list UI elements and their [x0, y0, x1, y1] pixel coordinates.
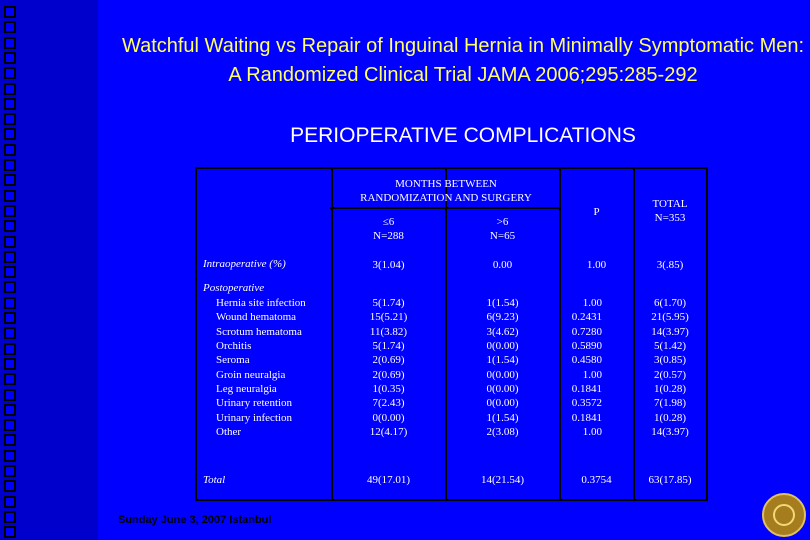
- postoperative-cell: Leg neuralgia: [216, 383, 277, 396]
- left-decorative-strip: [0, 0, 98, 540]
- decorative-square: [4, 266, 16, 278]
- postoperative-cell: 11(3.82): [369, 325, 408, 338]
- intraoperative-le6: 3(1.04): [372, 259, 405, 271]
- postoperative-cell: Wound hematoma: [216, 311, 297, 324]
- header-six-or-less: ≤6 N=288: [373, 216, 404, 243]
- decorative-square: [4, 496, 16, 508]
- postoperative-cell: 0.1841: [571, 383, 602, 396]
- decorative-square: [4, 205, 16, 217]
- postoperative-cell: 0(0.00): [486, 340, 519, 353]
- header-divider: [330, 207, 561, 209]
- total-le6: 49(17.01): [366, 474, 411, 486]
- total-gt6: 14(21.54): [480, 474, 525, 486]
- total-total: 63(17.85): [648, 474, 692, 486]
- slide-subtitle: PERIOPERATIVE COMPLICATIONS: [290, 124, 636, 147]
- decorative-square: [4, 220, 16, 232]
- postoperative-items: [216, 296, 306, 439]
- postoperative-cell: 1(0.28): [653, 411, 687, 424]
- total-p: 0.3754: [581, 474, 612, 486]
- postoperative-cell: 1.00: [582, 297, 602, 309]
- decorative-square: [4, 21, 16, 33]
- header-months-between: MONTHS BETWEEN RANDOMIZATION AND SURGERY: [360, 178, 532, 205]
- postoperative-cell: 0(0.00): [372, 411, 405, 424]
- decorative-square: [4, 128, 16, 140]
- decorative-square: [4, 312, 16, 324]
- postoperative-cell: Scrotum hematoma: [216, 325, 302, 338]
- intraoperative-gt6: 0.00: [492, 259, 513, 271]
- postoperative-cell: 0.4580: [571, 354, 602, 367]
- decorative-square: [4, 297, 16, 309]
- postoperative-cell: 2(0.69): [372, 368, 405, 381]
- decorative-square: [4, 373, 16, 385]
- intraoperative-total: 3(.85): [656, 259, 684, 271]
- postoperative-cell: Seroma: [216, 354, 250, 367]
- postoperative-cell: 5(1.74): [372, 340, 405, 353]
- decorative-square: [4, 480, 16, 492]
- postoperative-cell: 0(0.00): [486, 397, 519, 410]
- decorative-square: [4, 83, 16, 95]
- postoperative-cell: 1(0.28): [653, 383, 687, 396]
- postoperative-cell: 0(0.00): [486, 383, 519, 396]
- postoperative-cell: 1.00: [582, 368, 602, 381]
- decorative-square: [4, 404, 16, 416]
- postoperative-cell: 15(5.21): [369, 311, 408, 324]
- postoperative-cell: 0.5890: [571, 340, 602, 353]
- postoperative-cell: 0.2431: [571, 311, 602, 324]
- decorative-square: [4, 434, 16, 446]
- decorative-square: [4, 511, 16, 523]
- postoperative-cell: 6(9.23): [486, 311, 519, 324]
- postoperative-cell: 5(1.42): [653, 340, 687, 353]
- postoperative-cell: 0.3572: [571, 397, 602, 410]
- total-label: Total: [203, 474, 226, 486]
- decorative-square: [4, 144, 16, 156]
- header-total: TOTAL N=353: [652, 198, 688, 225]
- postoperative-total-column: [634, 296, 706, 439]
- decorative-square: [4, 389, 16, 401]
- decorative-square: [4, 174, 16, 186]
- postoperative-cell: 2(0.69): [372, 354, 405, 367]
- postoperative-label: Postoperative: [203, 282, 265, 294]
- decorative-square: [4, 190, 16, 202]
- postoperative-cell: Orchitis: [216, 340, 252, 353]
- postoperative-cell: 3(0.85): [653, 354, 687, 367]
- postoperative-cell: Hernia site infection: [216, 297, 306, 309]
- postoperative-cell: 0(0.00): [486, 368, 519, 381]
- postoperative-cell: 14(3.97): [651, 325, 689, 338]
- postoperative-cell: 0.7280: [571, 325, 602, 338]
- postoperative-cell: Urinary retention: [216, 397, 293, 410]
- postoperative-cell: 5(1.74): [372, 297, 405, 309]
- decorative-square: [4, 327, 16, 339]
- decorative-square: [4, 113, 16, 125]
- intraoperative-label: Intraoperative (%): [203, 258, 286, 270]
- postoperative-cell: 21(5.95): [651, 311, 689, 324]
- postoperative-cell: 2(0.57): [653, 368, 687, 381]
- postoperative-cell: 7(2.43): [372, 397, 405, 410]
- intraoperative-p: 1.00: [586, 259, 607, 271]
- postoperative-cell: 1(0.35): [372, 383, 405, 396]
- decorative-square: [4, 419, 16, 431]
- slide-title: Watchful Waiting vs Repair of Inguinal Hernia in Minimally Symptomatic Men: A Randomized Clinical Trial JAMA 2006;295:285-292: [121, 35, 805, 86]
- postoperative-cell: 1(1.54): [486, 411, 519, 424]
- postoperative-cell: Urinary infection: [216, 411, 293, 424]
- postoperative-cell: 1(1.54): [486, 297, 519, 309]
- decorative-square: [4, 159, 16, 171]
- decorative-square: [4, 251, 16, 263]
- postoperative-cell: 7(1.98): [653, 397, 687, 410]
- decorative-square: [4, 450, 16, 462]
- decorative-square: [4, 98, 16, 110]
- decorative-square: [4, 236, 16, 248]
- postoperative-cell: 3(4.62): [486, 325, 519, 338]
- university-seal-logo: [762, 493, 806, 537]
- postoperative-cell: Other: [216, 426, 242, 439]
- decorative-square: [4, 526, 16, 538]
- postoperative-cell: 1.00: [582, 426, 602, 439]
- complications-table: [195, 167, 708, 501]
- postoperative-cell: 2(3.08): [486, 426, 519, 439]
- postoperative-cell: 14(3.97): [651, 426, 689, 439]
- decorative-square: [4, 52, 16, 64]
- decorative-square: [4, 465, 16, 477]
- header-more-than-six: >6 N=65: [489, 216, 516, 243]
- postoperative-cell: 12(4.17): [369, 426, 408, 439]
- postoperative-cell: Groin neuralgia: [216, 368, 286, 381]
- postoperative-p-column: [560, 296, 602, 439]
- decorative-square: [4, 358, 16, 370]
- decorative-square: [4, 343, 16, 355]
- decorative-square: [4, 6, 16, 18]
- postoperative-gt6-column: [446, 296, 559, 439]
- decorative-square: [4, 281, 16, 293]
- postoperative-le6-column: [332, 296, 445, 439]
- header-p: P: [593, 206, 600, 218]
- postoperative-cell: 0.1841: [571, 411, 602, 424]
- decorative-square: [4, 37, 16, 49]
- postoperative-cell: 6(1.70): [653, 297, 687, 309]
- decorative-square: [4, 67, 16, 79]
- footer-date: Sunday June 3, 2007 Istanbul: [118, 514, 272, 526]
- postoperative-cell: 1(1.54): [486, 354, 519, 367]
